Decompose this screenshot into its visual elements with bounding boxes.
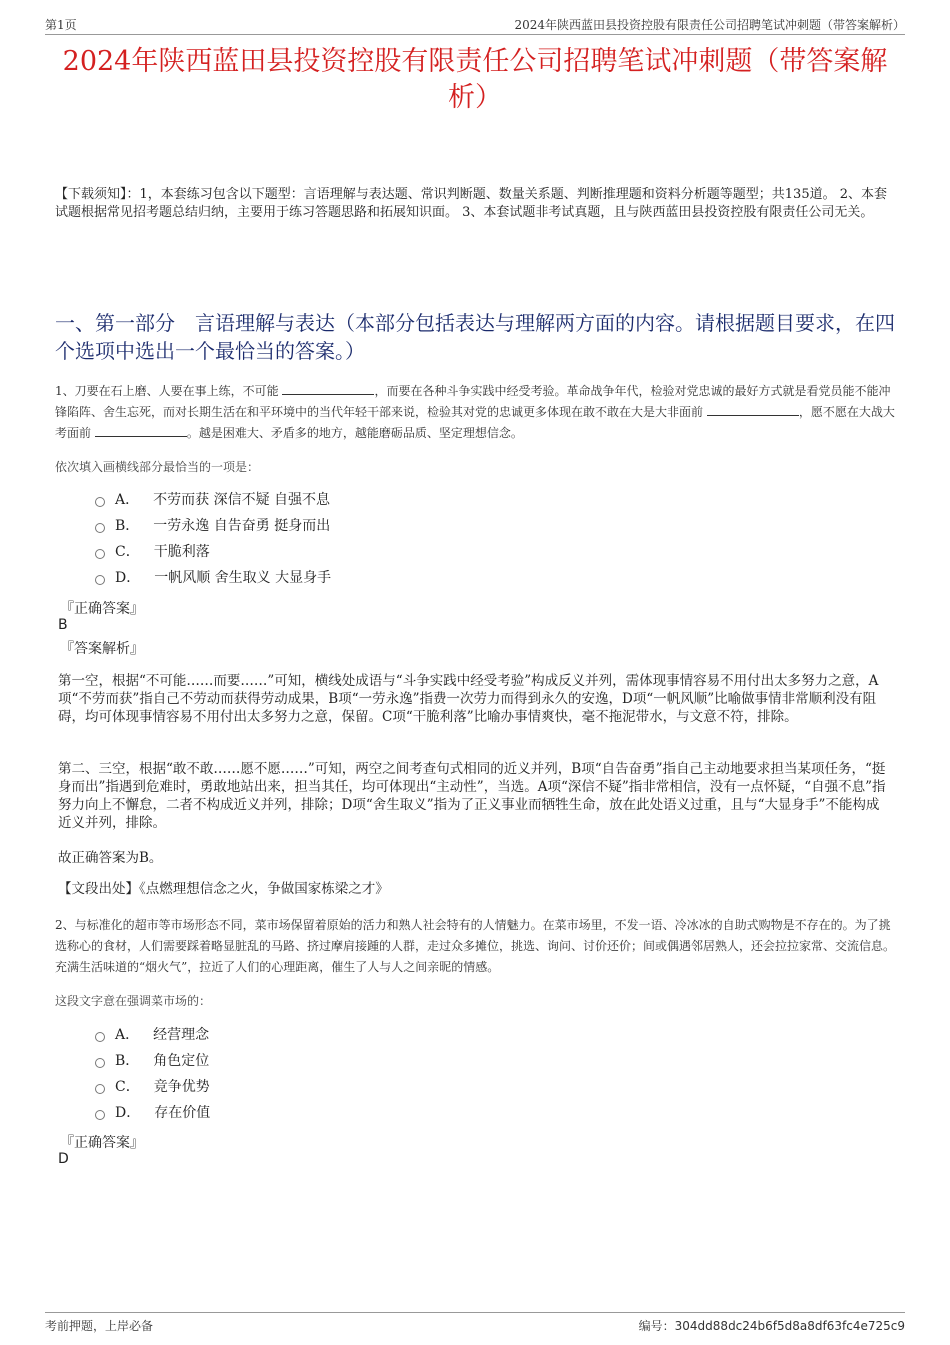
question-2-prompt: 这段文字意在强调菜市场的： bbox=[55, 994, 212, 1008]
q1-answer-label: 『正确答案』 bbox=[60, 601, 144, 617]
q2-option-b[interactable]: B． 角色定位 bbox=[95, 1051, 209, 1071]
footer-code: 编号：304dd88dc24b6f5d8a8df63fc4e725c9 bbox=[638, 1319, 905, 1333]
q2-answer-label: 『正确答案』 bbox=[60, 1135, 144, 1151]
radio-icon[interactable] bbox=[95, 1084, 105, 1094]
footer-slogan: 考前押题，上岸必备 bbox=[45, 1319, 154, 1333]
q2-answer: D bbox=[58, 1151, 69, 1167]
q1-conclusion: 故正确答案为B。 bbox=[58, 850, 163, 866]
q1-answer: B bbox=[58, 617, 68, 633]
radio-icon[interactable] bbox=[95, 549, 105, 559]
header-doc-title: 2024年陕西蓝田县投资控股有限责任公司招聘笔试冲刺题（带答案解析） bbox=[514, 18, 905, 32]
q1-analysis-label: 『答案解析』 bbox=[60, 641, 144, 657]
q1-analysis-2: 第二、三空，根据“敢不敢……愿不愿……”可知，两空之间考查句式相同的近义并列，B项“自告奋勇”指自己主动地要求担当某项任务，“挺身而出”指遇到危难时，勇敢地站出来，担当其任，均可体现出“主动性”，当选。A项“深信不疑”指非常相信，没有一点怀疑，“自强不息”指努力向上不懈怠，二者不构成近义并列，排除；D项“舍生取义”指为了正义事业而牺牲生命，放在此处语义过重，且与“大显身手”不能构成近义并列，排除。 bbox=[58, 761, 886, 831]
q1-option-c[interactable]: C． 干脆利落 bbox=[95, 542, 210, 562]
q2-option-d[interactable]: D． 存在价值 bbox=[95, 1103, 210, 1123]
radio-icon[interactable] bbox=[95, 1032, 105, 1042]
radio-icon[interactable] bbox=[95, 1058, 105, 1068]
q2-option-c[interactable]: C． 竞争优势 bbox=[95, 1077, 210, 1097]
download-notice: 【下载须知】：1，本套练习包含以下题型：言语理解与表达题、常识判断题、数量关系题、判断推理题和资料分析题等题型；共135道。 2、本套试题根据常见招考题总结归纳，主要用于练习答题思路和拓展知识面。 3、本套试题非考试真题，且与陕西蓝田县投资控股有限责任公司无关。 bbox=[55, 187, 887, 220]
question-2-text: 2、与标准化的超市等市场形态不同，菜市场保留着原始的活力和熟人社会特有的人情魅力。在菜市场里，不发一语、冷冰冰的自助式购物是不存在的。为了挑选称心的食材，人们需要踩着略显脏乱的马路、挤过摩肩接踵的人群，走过众多摊位，挑选、询问、讨价还价；间或偶遇邻居熟人，还会拉拉家常、交流信息。充满生活味道的“烟火气”，拉近了人们的心理距离，催生了人与人之间亲昵的情感。 bbox=[55, 918, 896, 974]
blank-3 bbox=[95, 424, 187, 437]
radio-icon[interactable] bbox=[95, 575, 105, 585]
radio-icon[interactable] bbox=[95, 1110, 105, 1120]
q1-option-b[interactable]: B． 一劳永逸 自告奋勇 挺身而出 bbox=[95, 516, 330, 536]
page-header bbox=[45, 12, 905, 35]
blank-1 bbox=[282, 382, 374, 395]
q2-option-a[interactable]: A． 经营理念 bbox=[95, 1025, 209, 1045]
question-1-text: 1、刀要在石上磨、人要在事上练，不可能 ，而要在各种斗争实践中经受考验。革命战争年代，检验对党忠诚的最好方式就是看党员能不能冲锋陷阵、舍生忘死，而对长期生活在和平环境中的当代年轻干部来说，检验其对党的忠诚更多体现在敢不敢在大是大非面前 ，愿不愿在大战大考面前 。越是困难大、矛盾多的地方，越能磨砺品质、坚定理想信念。 bbox=[55, 384, 895, 440]
q1-source: 【文段出处】《点燃理想信念之火，争做国家栋梁之才》 bbox=[58, 881, 389, 897]
question-1-prompt: 依次填入画横线部分最恰当的一项是： bbox=[55, 460, 260, 474]
page-footer bbox=[45, 1312, 905, 1335]
section-title: 一、第一部分 言语理解与表达（本部分包括表达与理解两方面的内容。请根据题目要求，在四个选项中选出一个最恰当的答案。） bbox=[55, 311, 895, 363]
q1-option-d[interactable]: D． 一帆风顺 舍生取义 大显身手 bbox=[95, 568, 331, 588]
blank-2 bbox=[707, 403, 799, 416]
q1-option-a[interactable]: A． 不劳而获 深信不疑 自强不息 bbox=[95, 490, 330, 510]
page-number: 第1页 bbox=[45, 18, 77, 32]
radio-icon[interactable] bbox=[95, 523, 105, 533]
radio-icon[interactable] bbox=[95, 497, 105, 507]
page-title: 2024年陕西蓝田县投资控股有限责任公司招聘笔试冲刺题（带答案解析） bbox=[62, 46, 888, 113]
q1-analysis-1: 第一空，根据“不可能……而要……”可知，横线处成语与“斗争实践中经受考验”构成反义并列，需体现事情容易不用付出太多努力之意，A项“不劳而获”指自己不劳动而获得劳动成果，B项“一劳永逸”指费一次劳力而得到永久的安逸，D项“一帆风顺”比喻做事情非常顺利没有阻碍，均可体现事情容易不用付出太多努力之意，保留。C项“干脆利落”比喻办事情爽快，毫不拖泥带水，与文意不符，排除。 bbox=[58, 673, 879, 725]
